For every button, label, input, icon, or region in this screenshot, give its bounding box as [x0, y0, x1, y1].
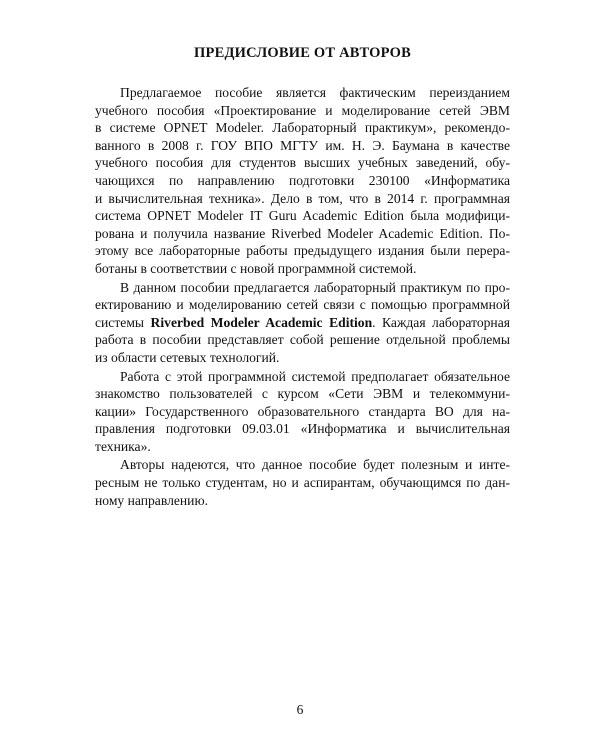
paragraph-1-line-9: рована и получила название Riverbed Modeler Academic Edition. По-	[95, 225, 510, 241]
paragraph-1-line-1: Предлагаемое пособие является фактическим переизданием	[120, 85, 510, 100]
paragraph-3-line-2: знакомство пользователей с курсом «Сети ЭВМ и телекоммуни-	[95, 386, 510, 402]
software-name-bold: Riverbed Modeler Academic Edition	[150, 314, 373, 330]
paragraph-2-line-3-end: . Каждая лабораторная	[372, 314, 510, 330]
paragraph-1-line-4: ванного в 2008 г. ГОУ ВПО МГТУ им. Н. Э. Баумана в качестве	[95, 137, 510, 153]
paragraph-3-line-5: техника».	[95, 438, 151, 454]
paragraph-3	[95, 368, 510, 456]
paragraph-2-line-4: работа в пособии представляет собой решение отдельной проблемы	[95, 332, 510, 348]
paragraph-3-line-3: кации» Государственного образовательного стандарта ВО для на-	[95, 403, 510, 419]
paragraph-2-line-2: ектированию и моделированию сетей связи с помощью программной	[95, 297, 510, 313]
page-title: ПРЕДИСЛОВИЕ ОТ АВТОРОВ	[194, 45, 411, 61]
page-number: 6	[296, 702, 304, 717]
paragraph-1-line-8: система OPNET Modeler IT Guru Academic Edition была модифици-	[95, 208, 510, 224]
paragraph-3-line-4: правления подготовки 09.03.01 «Информатика и вычислительная	[95, 421, 510, 437]
paragraph-3-line-1: Работа с этой программной системой предполагает обязательное	[120, 368, 510, 384]
paragraph-1-line-7: и вычислительная техника». Дело в том, что в 2014 г. программная	[95, 190, 510, 206]
paragraph-4	[95, 456, 510, 509]
paragraph-1-line-10: этому все лабораторные работы предыдущего издания были перера-	[95, 243, 510, 259]
paragraph-4-line-3: ному направлению.	[95, 492, 209, 508]
paragraph-2-line-1: В данном пособии предлагается лабораторный практикум по про-	[120, 279, 510, 295]
preface-body	[95, 84, 510, 509]
paragraph-4-line-1: Авторы надеются, что данное пособие будет полезным и инте-	[120, 457, 510, 473]
paragraph-1-line-3: в системе OPNET Modeler. Лабораторный практикум», рекомендо-	[95, 120, 510, 136]
paragraph-2	[95, 279, 510, 367]
paragraph-2-line-3-start: системы	[95, 314, 151, 330]
paragraph-1-line-11: ботаны в соответствии с новой программной системой.	[95, 260, 417, 276]
paragraph-1-line-5: учебного пособия для студентов высших учебных заведений, обу-	[95, 155, 510, 171]
paragraph-1-line-2: учебного пособия «Проектирование и моделирование сетей ЭВМ	[95, 102, 510, 118]
paragraph-1-line-6: чающихся по направлению подготовки 230100 «Информатика	[95, 172, 510, 188]
paragraph-2-line-3	[95, 314, 510, 332]
paragraph-1	[95, 84, 510, 278]
paragraph-4-line-2: ресным не только студентам, но и аспирантам, обучающимся по дан-	[95, 475, 510, 491]
paragraph-2-line-5: из области сетевых технологий.	[95, 349, 280, 365]
